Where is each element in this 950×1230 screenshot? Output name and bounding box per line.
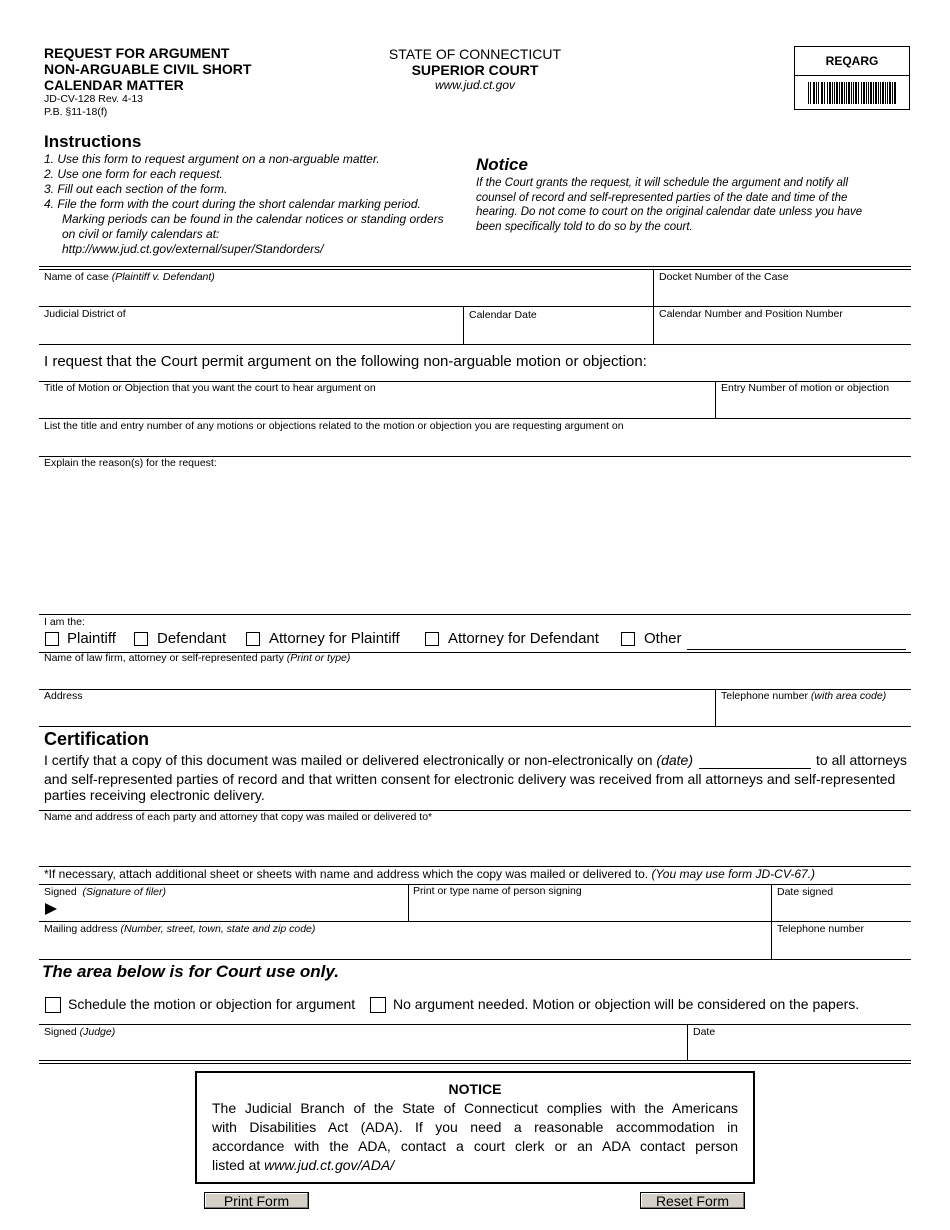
notice-heading: Notice bbox=[476, 155, 528, 174]
plaintiff-checkbox[interactable] bbox=[45, 632, 59, 646]
divider bbox=[463, 306, 464, 345]
instruction-link[interactable]: http://www.jud.ct.gov/external/super/Standorders/ bbox=[62, 242, 324, 256]
divider bbox=[771, 884, 772, 960]
certification-footnote bbox=[44, 867, 815, 882]
entry-number-field[interactable]: Entry Number of motion or objection bbox=[721, 382, 890, 394]
case-name-label: Name of case bbox=[44, 271, 109, 283]
form-code: REQARG bbox=[795, 47, 909, 76]
other-label: Other bbox=[644, 630, 682, 647]
divider bbox=[408, 884, 409, 922]
certification-date-hint: (date) bbox=[656, 752, 693, 768]
related-motions-field[interactable]: List the title and entry number of any motions or objections related to the motion or objection you are requesting argument on bbox=[44, 420, 624, 432]
sign-here-arrow-icon bbox=[45, 903, 57, 915]
instruction-item: Marking periods can be found in the calendar notices or standing orders bbox=[62, 212, 444, 226]
notice-body bbox=[476, 176, 862, 234]
certification-heading: Certification bbox=[44, 729, 150, 749]
form-title-line3: CALENDAR MATTER bbox=[44, 77, 184, 93]
divider bbox=[39, 1060, 911, 1061]
notice-line: counsel of record and self-represented parties of the date and time of the bbox=[476, 191, 848, 204]
no-argument-label: No argument needed. Motion or objection will be considered on the papers. bbox=[393, 996, 860, 1012]
divider bbox=[39, 306, 911, 307]
form-number: JD-CV-128 Rev. 4-13 bbox=[44, 93, 144, 105]
barcode bbox=[808, 82, 896, 104]
filer-signature-field[interactable] bbox=[44, 886, 166, 898]
schedule-argument-label: Schedule the motion or objection for argument bbox=[68, 996, 356, 1012]
divider bbox=[39, 269, 911, 270]
divider bbox=[39, 921, 911, 922]
divider bbox=[715, 381, 716, 419]
telephone-hint: (with area code) bbox=[810, 690, 887, 702]
judge-signed-label: Signed bbox=[44, 1026, 77, 1038]
certification-line2: and self-represented parties of record and that written consent for electronic delivery was received from all attorneys and self-represented bbox=[44, 771, 896, 787]
reasons-field[interactable]: Explain the reason(s) for the request: bbox=[44, 457, 217, 469]
docket-number-field[interactable]: Docket Number of the Case bbox=[659, 271, 789, 283]
instructions-heading: Instructions bbox=[44, 132, 142, 151]
notice-line: hearing. Do not come to court on the original calendar date unless you have bbox=[476, 206, 863, 218]
telephone-label: Telephone number bbox=[721, 690, 808, 702]
divider bbox=[39, 726, 911, 727]
court-website: www.jud.ct.gov bbox=[434, 78, 516, 92]
certification-line3: parties receiving electronic delivery. bbox=[44, 787, 265, 803]
mailing-address-field[interactable] bbox=[44, 923, 315, 935]
ada-notice-line: The Judicial Branch of the State of Connecticut complies with the Americans bbox=[212, 1100, 738, 1116]
form-code-box bbox=[794, 46, 910, 110]
divider bbox=[39, 344, 911, 345]
law-firm-label: Name of law firm, attorney or self-represented party bbox=[44, 652, 284, 664]
motion-title-field[interactable]: Title of Motion or Objection that you want the court to hear argument on bbox=[44, 382, 376, 394]
attorney-defendant-label: Attorney for Defendant bbox=[448, 630, 599, 647]
instructions-list bbox=[44, 152, 444, 257]
instruction-item: 3. Fill out each section of the form. bbox=[44, 182, 228, 196]
instruction-item: 2. Use one form for each request. bbox=[44, 167, 223, 181]
divider bbox=[39, 1063, 911, 1064]
state-name: STATE OF CONNECTICUT bbox=[388, 46, 562, 62]
divider bbox=[653, 269, 654, 345]
defendant-checkbox[interactable] bbox=[134, 632, 148, 646]
ada-link[interactable]: www.jud.ct.gov/ADA/ bbox=[264, 1157, 395, 1173]
divider bbox=[39, 959, 911, 960]
ada-notice-line: accordance with the ADA, contact a court clerk or an ADA contact person bbox=[212, 1138, 738, 1154]
instruction-item: 1. Use this form to request argument on a non-arguable matter. bbox=[44, 152, 380, 166]
footnote-text: *If necessary, attach additional sheet or sheets with name and address which the copy was mailed or delivered to. bbox=[44, 867, 649, 881]
i-am-label: I am the: bbox=[44, 616, 85, 628]
schedule-argument-checkbox[interactable] bbox=[45, 997, 61, 1013]
instruction-item: on civil or family calendars at: bbox=[62, 227, 220, 241]
court-use-heading: The area below is for Court use only. bbox=[42, 962, 339, 981]
divider bbox=[39, 418, 911, 419]
defendant-label: Defendant bbox=[157, 630, 227, 647]
ada-notice-line: with Disabilities Act (ADA). If you need a reasonable accommodation in bbox=[212, 1119, 738, 1135]
recipients-field[interactable]: Name and address of each party and attorney that copy was mailed or delivered to* bbox=[44, 811, 433, 823]
form-title-line2: NON-ARGUABLE CIVIL SHORT bbox=[44, 61, 252, 77]
print-form-button[interactable]: Print Form bbox=[204, 1192, 309, 1209]
divider bbox=[39, 1024, 911, 1025]
other-input[interactable] bbox=[687, 649, 906, 650]
court-header bbox=[370, 46, 580, 92]
attorney-defendant-checkbox[interactable] bbox=[425, 632, 439, 646]
divider bbox=[39, 266, 911, 267]
case-name-field[interactable] bbox=[44, 271, 215, 283]
plaintiff-label: Plaintiff bbox=[67, 630, 116, 647]
law-firm-field[interactable] bbox=[44, 652, 350, 664]
signed-label: Signed bbox=[44, 886, 77, 898]
ada-notice-body bbox=[212, 1099, 738, 1156]
notice-line: been specifically told to do so by the court. bbox=[476, 220, 693, 233]
pb-reference: P.B. §11-18(f) bbox=[44, 106, 108, 118]
other-checkbox[interactable] bbox=[621, 632, 635, 646]
ada-notice-heading: NOTICE bbox=[448, 1081, 502, 1097]
divider bbox=[687, 1024, 688, 1061]
divider bbox=[715, 689, 716, 726]
divider bbox=[39, 614, 911, 615]
footnote-hint: (You may use form JD-CV-67.) bbox=[651, 867, 816, 881]
calendar-number-field[interactable]: Calendar Number and Position Number bbox=[659, 308, 843, 320]
case-name-hint: (Plaintiff v. Defendant) bbox=[111, 271, 215, 283]
request-statement: I request that the Court permit argument on the following non-arguable motion or objection: bbox=[44, 353, 647, 370]
attorney-plaintiff-checkbox[interactable] bbox=[246, 632, 260, 646]
address-field[interactable]: Address bbox=[44, 690, 83, 702]
ada-listed-at: listed at bbox=[212, 1157, 261, 1173]
signer-name-field[interactable]: Print or type name of person signing bbox=[413, 885, 582, 897]
notice-line: If the Court grants the request, it will schedule the argument and notify all bbox=[476, 177, 849, 189]
filer-telephone-field[interactable]: Telephone number bbox=[777, 923, 864, 935]
mailing-label: Mailing address bbox=[44, 923, 118, 935]
court-name: SUPERIOR COURT bbox=[411, 62, 539, 78]
certification-text-end: to all attorneys bbox=[816, 752, 908, 768]
no-argument-checkbox[interactable] bbox=[370, 997, 386, 1013]
certification-date-input[interactable] bbox=[699, 768, 811, 769]
calendar-date-field[interactable]: Calendar Date bbox=[469, 309, 537, 321]
telephone-field[interactable] bbox=[721, 690, 886, 702]
judge-signature-field[interactable] bbox=[44, 1026, 115, 1038]
form-title-line1: REQUEST FOR ARGUMENT bbox=[44, 45, 230, 61]
mailing-hint: (Number, street, town, state and zip code) bbox=[120, 923, 316, 935]
ada-notice-box bbox=[195, 1071, 755, 1184]
form-title bbox=[44, 45, 251, 93]
ada-notice-last-line bbox=[212, 1156, 394, 1175]
signed-hint: (Signature of filer) bbox=[82, 886, 166, 898]
instruction-item: 4. File the form with the court during the short calendar marking period. bbox=[44, 197, 421, 211]
judge-date-field[interactable]: Date bbox=[693, 1026, 716, 1038]
judicial-district-field[interactable]: Judicial District of bbox=[44, 308, 126, 320]
reset-form-button[interactable]: Reset Form bbox=[640, 1192, 745, 1209]
certification-text: I certify that a copy of this document was mailed or delivered electronically or non-electronically on bbox=[44, 752, 653, 768]
judge-hint: (Judge) bbox=[79, 1026, 116, 1038]
certification-line1 bbox=[44, 752, 693, 769]
date-signed-field[interactable]: Date signed bbox=[777, 886, 834, 898]
attorney-plaintiff-label: Attorney for Plaintiff bbox=[269, 630, 400, 647]
law-firm-hint: (Print or type) bbox=[286, 652, 351, 664]
